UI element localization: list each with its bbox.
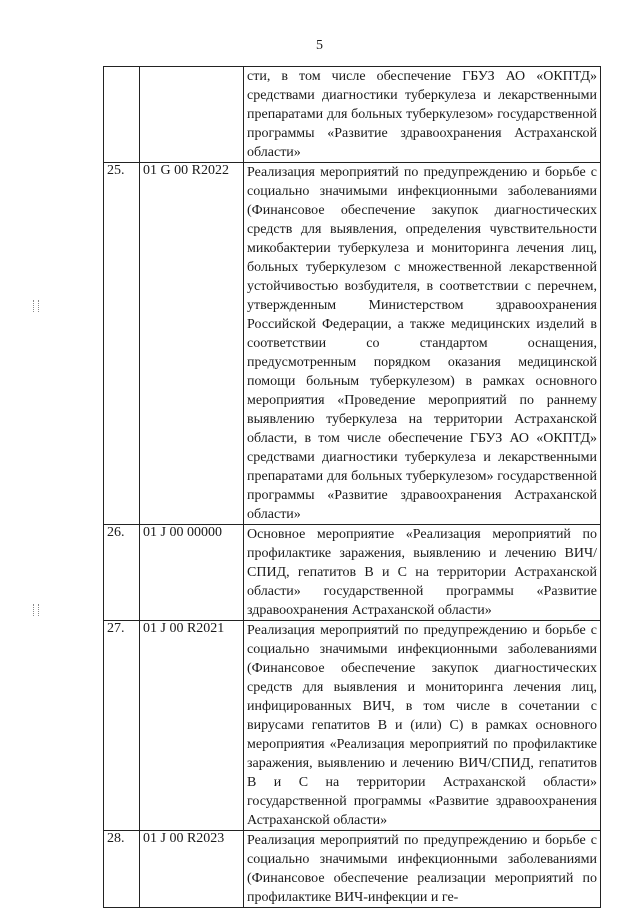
table-row (104, 621, 601, 831)
row-description (244, 525, 601, 621)
table-row (104, 163, 601, 525)
table-row (104, 831, 601, 908)
row-description-text: Реализация мероприятий по предупреждению и борьбе с социально значимыми инфекционными заболеваниями (Финансовое обеспечение закупок диагностических средств для выявления и мониторинга лечения лиц, инфицированных ВИЧ, в том числе в сочетании с вирусами гепатитов В и (или) С) в рамках основного мероприятия «Реализация мероприятий по профилактике заражения, выявлению и лечению ВИЧ/СПИД, гепатитов В и С на территории Астраханской области» государственной программы «Развитие здравоохранения Астраханской области» (247, 623, 597, 828)
row-number: 26. (104, 525, 140, 621)
row-code: 01 G 00 R2022 (140, 163, 244, 525)
margin-mark (33, 604, 39, 616)
row-code: 01 J 00 00000 (140, 525, 244, 621)
margin-mark (33, 300, 39, 312)
page-number: 5 (316, 38, 323, 53)
row-description (244, 621, 601, 831)
row-code: 01 J 00 R2021 (140, 621, 244, 831)
row-number: 27. (104, 621, 140, 831)
row-description-text: Реализация мероприятий по предупреждению и борьбе с социально значимыми инфекционными заболеваниями (Финансовое обеспечение реализации мероприятий по профилактике ВИЧ-инфекции и ге- (247, 833, 597, 905)
row-description-text: Основное мероприятие «Реализация мероприятий по профилактике заражения, выявлению и лечению ВИЧ/СПИД, гепатитов В и С на территории Астраханской области» государственной программы «Развитие здравоохранения Астраханской области» (247, 527, 597, 618)
row-number: 28. (104, 831, 140, 908)
row-number: 25. (104, 163, 140, 525)
row-number (104, 67, 140, 163)
program-table (103, 66, 601, 908)
row-description (244, 831, 601, 908)
row-description-text: сти, в том числе обеспечение ГБУЗ АО «ОКПТД» средствами диагностики туберкулеза и лекарственными препаратами для больных туберкулезом» государственной программы «Развитие здравоохранения Астраханской области» (247, 69, 597, 160)
row-code: 01 J 00 R2023 (140, 831, 244, 908)
row-description-text: Реализация мероприятий по предупреждению и борьбе с социально значимыми инфекционными заболеваниями (Финансовое обеспечение закупок диагностических средств для выявления, определения чувствительности микобактерии туберкулеза и мониторинга лечения лиц, больных туберкулезом с множественной лекарственной устойчивостью возбудителя, в соответствии с перечнем, утвержденным Министерством здравоохранения Российской Федерации, а также медицинских изделий в соответствии со стандартом оснащения, предусмотренным порядком оказания медицинской помощи больным туберкулезом) в рамках основного мероприятия «Проведение мероприятий по раннему выявлению туберкулеза на территории Астраханской области, в том числе обеспечение ГБУЗ АО «ОКПТД» средствами диагностики туберкулеза и лекарственными препаратами для больных туберкулезом» государственной программы «Развитие здравоохранения Астраханской области» (247, 165, 597, 522)
table-row (104, 67, 601, 163)
table-row (104, 525, 601, 621)
row-code (140, 67, 244, 163)
row-description (244, 67, 601, 163)
row-description (244, 163, 601, 525)
